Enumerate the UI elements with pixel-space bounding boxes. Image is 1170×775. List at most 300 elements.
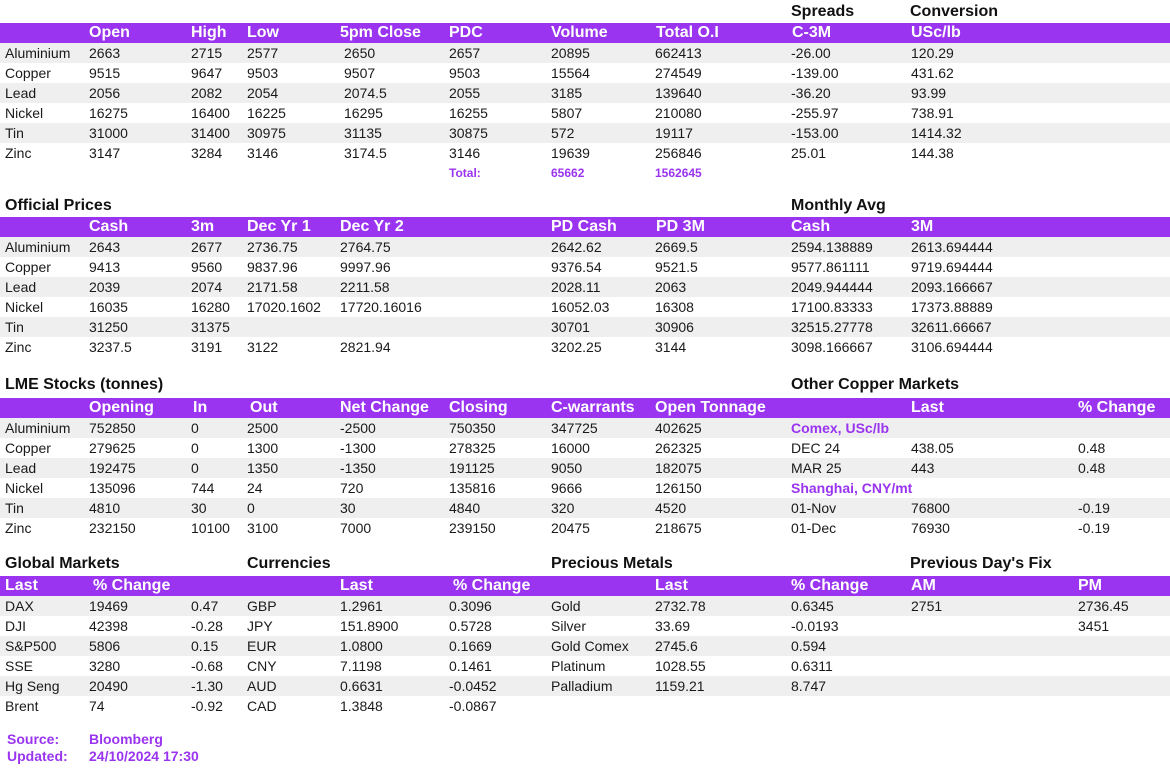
stocks-header-bar [0, 398, 1170, 418]
pdc-value: 2657 [449, 45, 481, 61]
spread-value: -36.20 [791, 85, 831, 101]
conversion-value: 144.38 [911, 145, 954, 161]
currency-change-value: 0.1669 [449, 638, 492, 654]
pd-3m-value: 9521.5 [655, 259, 698, 275]
currency-change-value: -0.0867 [449, 698, 497, 714]
cwarrants-value: 320 [551, 500, 575, 516]
open-tonnage-value: 126150 [655, 480, 702, 496]
pd-cash-value: 2642.62 [551, 239, 602, 255]
table-row [0, 43, 1170, 63]
index-change-value: 0.15 [191, 638, 219, 654]
col-copper-last: Last [911, 399, 944, 416]
in-value: 744 [191, 480, 215, 496]
cash-value: 2039 [89, 279, 121, 295]
close-value: 2074.5 [344, 85, 387, 101]
currency-change-value: 0.3096 [449, 598, 492, 614]
precious-last-value: 2745.6 [655, 638, 698, 654]
pd-3m-value: 2063 [655, 279, 687, 295]
col-dec-yr-2: Dec Yr 2 [340, 218, 404, 235]
metal-name: Aluminium [5, 239, 71, 255]
cash-value: 2643 [89, 239, 121, 255]
closing-value: 239150 [449, 520, 496, 536]
opening-value: 752850 [89, 420, 136, 436]
pd-3m-value: 2669.5 [655, 239, 698, 255]
open-value: 16275 [89, 105, 128, 121]
table-row [0, 317, 1170, 337]
metal-name: Copper [5, 65, 51, 81]
high-value: 3284 [191, 145, 223, 161]
col-out: Out [250, 399, 278, 416]
dec-yr2-value: 2764.75 [340, 239, 391, 255]
in-value: 30 [191, 500, 207, 516]
monthly-cash-value: 2594.138889 [791, 239, 873, 255]
col-low: Low [247, 24, 279, 41]
high-value: 16400 [191, 105, 230, 121]
total-open-interest: 1562645 [655, 166, 702, 180]
official-prices-title: Official Prices [5, 197, 112, 214]
oi-value: 19117 [655, 125, 693, 141]
official-header-bar [0, 217, 1170, 237]
metal-name: Nickel [5, 105, 44, 121]
3m-value: 31375 [191, 319, 230, 335]
dec-yr1-value: 17020.1602 [247, 299, 321, 315]
table-row [0, 277, 1170, 297]
source-value: Bloomberg [89, 731, 163, 747]
3m-value: 3191 [191, 339, 223, 355]
fix-am-value: 2751 [911, 598, 943, 614]
index-name: S&P500 [5, 638, 57, 654]
copper-market-heading: Comex, USc/lb [791, 420, 890, 436]
table-row [0, 337, 1170, 357]
opening-value: 4810 [89, 500, 121, 516]
table-row [0, 143, 1170, 163]
prices-header-bar [0, 23, 1170, 43]
precious-metal-name: Silver [551, 618, 587, 634]
index-last-value: 20490 [89, 678, 128, 694]
table-row [0, 103, 1170, 123]
open-tonnage-value: 4520 [655, 500, 687, 516]
precious-last-value: 1028.55 [655, 658, 706, 674]
volume-value: 572 [551, 125, 575, 141]
table-row [0, 418, 1170, 438]
pdc-value: 30875 [449, 125, 488, 141]
monthly-cash-value: 17100.83333 [791, 299, 873, 315]
low-value: 2054 [247, 85, 279, 101]
col-closing: Closing [449, 399, 508, 416]
conversion-value: 1414.32 [911, 125, 962, 141]
col-copper-change: % Change [1078, 399, 1156, 416]
copper-last-value: 76930 [911, 520, 950, 536]
precious-metal-name: Palladium [551, 678, 613, 694]
index-last-value: 19469 [89, 598, 128, 614]
monthly-avg-title: Monthly Avg [791, 197, 886, 214]
total-label: Total: [449, 166, 481, 180]
monthly-3m-value: 2093.166667 [911, 279, 993, 295]
copper-change-value: 0.48 [1078, 460, 1106, 476]
metal-name: Lead [5, 85, 37, 101]
metal-name: Aluminium [5, 45, 71, 61]
currency-code: CNY [247, 658, 277, 674]
table-row [0, 636, 1170, 656]
currency-change-value: -0.0452 [449, 678, 497, 694]
col-fix-pm: PM [1078, 577, 1102, 594]
open-value: 9515 [89, 65, 121, 81]
in-value: 0 [191, 440, 199, 456]
index-change-value: -0.92 [191, 698, 223, 714]
oi-value: 662413 [655, 45, 702, 61]
copper-contract: 01-Nov [791, 500, 837, 516]
precious-metal-name: Platinum [551, 658, 606, 674]
index-change-value: 0.47 [191, 598, 219, 614]
copper-change-value: -0.19 [1078, 520, 1110, 536]
copper-market-heading: Shanghai, CNY/mt [791, 480, 913, 496]
currency-last-value: 7.1198 [340, 658, 382, 674]
closing-value: 4840 [449, 500, 481, 516]
pd-cash-value: 3202.25 [551, 339, 602, 355]
precious-last-value: 33.69 [655, 618, 691, 634]
in-value: 10100 [191, 520, 230, 536]
index-name: Brent [5, 698, 39, 714]
3m-value: 16280 [191, 299, 230, 315]
pdc-value: 16255 [449, 105, 488, 121]
monthly-3m-value: 9719.694444 [911, 259, 993, 275]
col-dec-yr-1: Dec Yr 1 [247, 218, 311, 235]
open-tonnage-value: 218675 [655, 520, 702, 536]
currency-code: CAD [247, 698, 277, 714]
conversion-value: 431.62 [911, 65, 954, 81]
index-last-value: 74 [89, 698, 105, 714]
copper-change-value: -0.19 [1078, 500, 1110, 516]
volume-value: 19639 [551, 145, 590, 161]
col-open: Open [89, 24, 130, 41]
conversion-value: 738.91 [911, 105, 954, 121]
open-value: 3147 [89, 145, 121, 161]
copper-contract: DEC 24 [791, 440, 841, 456]
monthly-cash-value: 32515.27778 [791, 319, 873, 335]
dec-yr1-value: 3122 [247, 339, 279, 355]
out-value: 24 [247, 480, 263, 496]
col-global-change: % Change [93, 577, 171, 594]
spread-value: -153.00 [791, 125, 839, 141]
currency-code: GBP [247, 598, 277, 614]
col-fix-am: AM [911, 577, 936, 594]
fix-pm-value: 2736.45 [1078, 598, 1129, 614]
copper-last-value: 438.05 [911, 440, 954, 456]
precious-last-value: 2732.78 [655, 598, 706, 614]
table-row [0, 83, 1170, 103]
metal-name: Copper [5, 440, 51, 456]
cash-value: 16035 [89, 299, 128, 315]
col-pdc: PDC [449, 24, 483, 41]
col-high: High [191, 24, 227, 41]
table-row [0, 237, 1170, 257]
lme-stocks-title: LME Stocks (tonnes) [5, 376, 164, 393]
3m-value: 2074 [191, 279, 223, 295]
table-row [0, 518, 1170, 538]
oi-value: 274549 [655, 65, 702, 81]
dec-yr1-value: 2736.75 [247, 239, 298, 255]
col-cash: Cash [89, 218, 129, 235]
high-value: 9647 [191, 65, 223, 81]
metal-name: Tin [5, 125, 24, 141]
closing-value: 191125 [449, 460, 495, 476]
metal-name: Zinc [5, 520, 32, 536]
metal-name: Tin [5, 500, 24, 516]
in-value: 0 [191, 460, 199, 476]
metal-name: Copper [5, 259, 51, 275]
index-name: Hg Seng [5, 678, 60, 694]
total-volume: 65662 [551, 166, 585, 180]
monthly-cash-value: 3098.166667 [791, 339, 873, 355]
updated-value: 24/10/2024 17:30 [89, 748, 199, 764]
cash-value: 31250 [89, 319, 128, 335]
pdc-value: 3146 [449, 145, 481, 161]
table-row [0, 257, 1170, 277]
col-currency-last: Last [340, 577, 373, 594]
col-usc-lb: USc/lb [911, 24, 961, 41]
cash-value: 9413 [89, 259, 121, 275]
col-net-change: Net Change [340, 399, 429, 416]
close-value: 3174.5 [344, 145, 387, 161]
currency-change-value: 0.1461 [449, 658, 492, 674]
metal-name: Tin [5, 319, 24, 335]
pd-cash-value: 2028.11 [551, 279, 601, 295]
close-value: 9507 [344, 65, 376, 81]
open-value: 2056 [89, 85, 121, 101]
currency-last-value: 151.8900 [340, 618, 399, 634]
table-row [0, 438, 1170, 458]
pdc-value: 9503 [449, 65, 481, 81]
net-change-value: -1350 [340, 460, 376, 476]
precious-metals-title: Precious Metals [551, 555, 673, 572]
copper-contract: MAR 25 [791, 460, 842, 476]
open-tonnage-value: 402625 [655, 420, 702, 436]
col-c-3m: C-3M [792, 24, 832, 41]
pd-3m-value: 30906 [655, 319, 694, 335]
currency-last-value: 1.2961 [340, 598, 383, 614]
copper-change-value: 0.48 [1078, 440, 1106, 456]
in-value: 0 [191, 420, 199, 436]
col-total-oi: Total O.I [656, 24, 719, 41]
net-change-value: -2500 [340, 420, 376, 436]
index-last-value: 5806 [89, 638, 121, 654]
low-value: 3146 [247, 145, 279, 161]
table-row [0, 596, 1170, 616]
table-row [0, 676, 1170, 696]
monthly-3m-value: 17373.88889 [911, 299, 993, 315]
monthly-3m-value: 3106.694444 [911, 339, 993, 355]
copper-last-value: 76800 [911, 500, 950, 516]
low-value: 30975 [247, 125, 286, 141]
other-copper-title: Other Copper Markets [791, 376, 960, 393]
closing-value: 278325 [449, 440, 496, 456]
currency-code: JPY [247, 618, 273, 634]
net-change-value: 720 [340, 480, 364, 496]
col-precious-change: % Change [791, 577, 869, 594]
spread-value: 25.01 [791, 145, 827, 161]
metal-name: Nickel [5, 480, 44, 496]
metal-name: Zinc [5, 145, 32, 161]
currencies-title: Currencies [247, 555, 331, 572]
cash-value: 3237.5 [89, 339, 132, 355]
col-in: In [193, 399, 208, 416]
oi-value: 139640 [655, 85, 702, 101]
table-row [0, 458, 1170, 478]
previous-fix-title: Previous Day's Fix [910, 555, 1052, 572]
index-last-value: 42398 [89, 618, 128, 634]
pd-cash-value: 16052.03 [551, 299, 610, 315]
high-value: 2082 [191, 85, 223, 101]
pd-3m-value: 16308 [655, 299, 694, 315]
spread-value: -26.00 [791, 45, 831, 61]
table-row [0, 498, 1170, 518]
low-value: 2577 [247, 45, 279, 61]
col-pd-cash: PD Cash [551, 218, 617, 235]
global-markets-title: Global Markets [5, 555, 120, 572]
close-value: 16295 [344, 105, 383, 121]
metal-name: Nickel [5, 299, 44, 315]
pdc-value: 2055 [449, 85, 481, 101]
table-row [0, 696, 1170, 716]
col-opening: Opening [89, 399, 154, 416]
index-name: SSE [5, 658, 34, 674]
table-row [0, 63, 1170, 83]
out-value: 0 [247, 500, 255, 516]
low-value: 9503 [247, 65, 279, 81]
spreads-title: Spreads [791, 3, 855, 20]
3m-value: 2677 [191, 239, 223, 255]
cwarrants-value: 347725 [551, 420, 598, 436]
cwarrants-value: 9666 [551, 480, 583, 496]
oi-value: 256846 [655, 145, 702, 161]
precious-metal-name: Gold [551, 598, 581, 614]
volume-value: 3185 [551, 85, 583, 101]
col-3m: 3m [191, 218, 215, 235]
currency-code: AUD [247, 678, 277, 694]
dec-yr1-value: 2171.58 [247, 279, 298, 295]
index-name: DJI [5, 618, 26, 634]
monthly-cash-value: 9577.861111 [791, 259, 870, 275]
currency-last-value: 1.3848 [340, 698, 383, 714]
copper-contract: 01-Dec [791, 520, 837, 536]
precious-metal-name: Gold Comex [551, 638, 629, 654]
opening-value: 232150 [89, 520, 136, 536]
index-change-value: -0.68 [191, 658, 223, 674]
monthly-cash-value: 2049.944444 [791, 279, 873, 295]
net-change-value: 7000 [340, 520, 372, 536]
precious-change-value: 0.6345 [791, 598, 834, 614]
high-value: 31400 [191, 125, 230, 141]
spread-value: -255.97 [791, 105, 839, 121]
precious-change-value: -0.0193 [791, 618, 839, 634]
pd-cash-value: 9376.54 [551, 259, 602, 275]
conversion-title: Conversion [910, 3, 999, 20]
dec-yr2-value: 2211.58 [340, 279, 390, 295]
net-change-value: 30 [340, 500, 356, 516]
closing-value: 750350 [449, 420, 496, 436]
cwarrants-value: 16000 [551, 440, 590, 456]
opening-value: 279625 [89, 440, 136, 456]
col-global-last: Last [5, 577, 38, 594]
currency-change-value: 0.5728 [449, 618, 492, 634]
volume-value: 20895 [551, 45, 590, 61]
table-row [0, 297, 1170, 317]
currency-last-value: 1.0800 [340, 638, 383, 654]
copper-last-value: 443 [911, 460, 935, 476]
col-pd-3m: PD 3M [656, 218, 705, 235]
metal-name: Lead [5, 460, 37, 476]
open-tonnage-value: 262325 [655, 440, 702, 456]
fix-pm-value: 3451 [1078, 618, 1110, 634]
col-precious-last: Last [655, 577, 688, 594]
pd-3m-value: 3144 [655, 339, 687, 355]
table-row [0, 478, 1170, 498]
source-label: Source: [7, 731, 60, 747]
col-c-warrants: C-warrants [551, 399, 635, 416]
out-value: 1300 [247, 440, 279, 456]
col-currency-change: % Change [453, 577, 531, 594]
spread-value: -139.00 [791, 65, 839, 81]
dec-yr2-value: 9997.96 [340, 259, 391, 275]
col-monthly-cash: Cash [791, 218, 831, 235]
out-value: 1350 [247, 460, 279, 476]
close-value: 2650 [344, 45, 376, 61]
updated-label: Updated: [7, 748, 68, 764]
pd-cash-value: 30701 [551, 319, 590, 335]
dec-yr2-value: 17720.16016 [340, 299, 422, 315]
net-change-value: -1300 [340, 440, 376, 456]
index-name: DAX [5, 598, 34, 614]
precious-change-value: 0.594 [791, 638, 827, 654]
opening-value: 135096 [89, 480, 136, 496]
opening-value: 192475 [89, 460, 136, 476]
dec-yr1-value: 9837.96 [247, 259, 298, 275]
monthly-3m-value: 2613.694444 [911, 239, 993, 255]
col-volume: Volume [551, 24, 608, 41]
open-tonnage-value: 182075 [655, 460, 702, 476]
close-value: 31135 [344, 125, 382, 141]
cwarrants-value: 9050 [551, 460, 583, 476]
metal-name: Zinc [5, 339, 32, 355]
oi-value: 210080 [655, 105, 702, 121]
currency-code: EUR [247, 638, 277, 654]
col-open-tonnage: Open Tonnage [655, 399, 766, 416]
out-value: 3100 [247, 520, 279, 536]
volume-value: 5807 [551, 105, 583, 121]
closing-value: 135816 [449, 480, 496, 496]
dec-yr2-value: 2821.94 [340, 339, 391, 355]
cwarrants-value: 20475 [551, 520, 590, 536]
index-change-value: -1.30 [191, 678, 223, 694]
open-value: 31000 [89, 125, 128, 141]
high-value: 2715 [191, 45, 223, 61]
markets-header-bar [0, 576, 1170, 596]
table-row [0, 616, 1170, 636]
volume-value: 15564 [551, 65, 590, 81]
low-value: 16225 [247, 105, 286, 121]
monthly-3m-value: 32611.66667 [911, 319, 992, 335]
currency-last-value: 0.6631 [340, 678, 383, 694]
precious-change-value: 8.747 [791, 678, 827, 694]
index-last-value: 3280 [89, 658, 121, 674]
precious-change-value: 0.6311 [791, 658, 833, 674]
index-change-value: -0.28 [191, 618, 223, 634]
conversion-value: 93.99 [911, 85, 947, 101]
table-row [0, 656, 1170, 676]
col-monthly-3m: 3M [911, 218, 934, 235]
open-value: 2663 [89, 45, 121, 61]
conversion-value: 120.29 [911, 45, 954, 61]
